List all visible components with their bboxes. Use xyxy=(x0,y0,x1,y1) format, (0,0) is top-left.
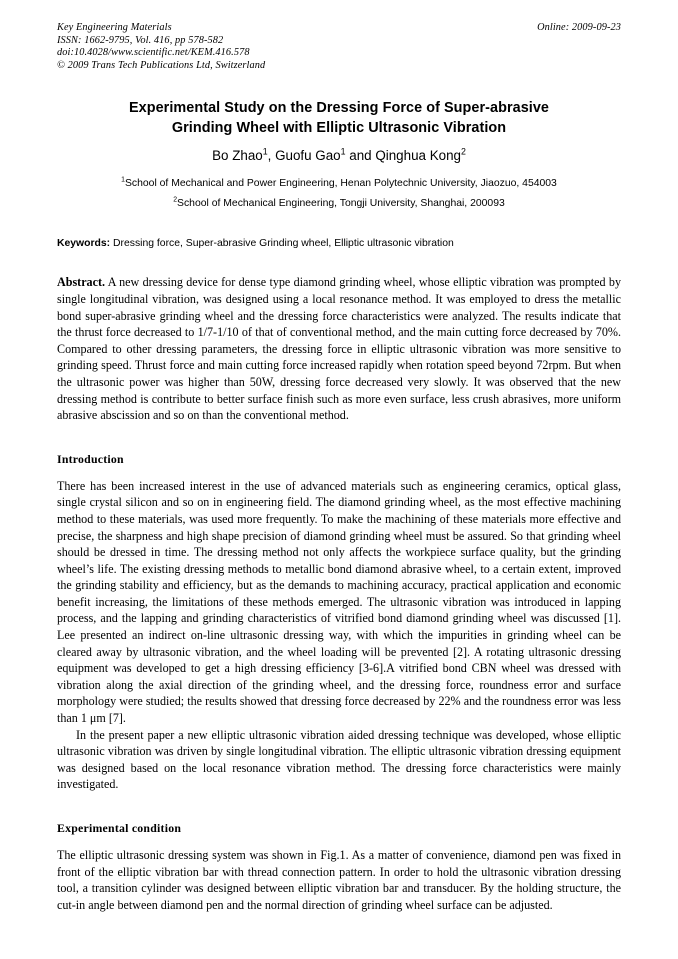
page-title-line-2: Grinding Wheel with Elliptic Ultrasonic Vibration xyxy=(171,119,507,136)
abstract-paragraph xyxy=(57,274,621,423)
page-title-line-1: Experimental Study on the Dressing Force of Super-abrasive xyxy=(128,100,549,117)
section-heading-introduction: Introduction xyxy=(57,451,124,466)
title-block xyxy=(57,99,621,213)
journal-doi-line: doi:10.4028/www.scientific.net/KEM.416.578 xyxy=(57,47,250,59)
author-separator-1: , xyxy=(267,148,276,164)
abstract-label: Abstract. xyxy=(57,275,106,290)
author-name-1: Bo Zhao xyxy=(212,148,263,164)
author-separator-2: and xyxy=(345,148,376,164)
affiliation-2 xyxy=(57,194,621,214)
experimental-condition-paragraph-1: The elliptic ultrasonic dressing system was shown in Fig.1. As a matter of convenience, diamond pen was fixed in front of the elliptic vibration bar with thread connection pattern. In order to hold the ultrasonic vibration dressing tool, a transition cylinder was designed between elliptic vibration bar and transducer. By the holding structure, the cut-in angle between diamond pen and the normal direction of grinding wheel surface can be adjusted. xyxy=(57,848,621,912)
abstract-text: A new dressing device for dense type diamond grinding wheel, whose elliptic vibration was prompted by single longitudinal vibration, was designed using a local resonance method. It was employed to dress the metallic bond super-abrasive grinding wheel and the dressing force characteristics were analyzed. The results indicate that the thrust force decreased to 1/7-1/10 of that of conventional method, and the main cutting force decreased by 70%. Compared to other dressing parameters, the dressing force in elliptic ultrasonic vibration was more sensitive to grinding speed. Thrust force and main cutting force increased rapidly when rotation speed beyond 72rpm. But when the ultrasonic power was higher than 50W, dressing force decreased very slowly. It was observed that the new dressing method is contribute to better surface finish such as more even surface, less crush abrasives, more uniform abrasive abscission and so on than the conventional method. xyxy=(57,275,621,423)
keywords-label: Keywords: xyxy=(57,238,111,250)
page-title xyxy=(57,99,621,138)
affiliation-marker-1: 1 xyxy=(121,176,125,184)
online-publication-date: Online: 2009-09-23 xyxy=(537,22,621,33)
affiliation-marker-2: 2 xyxy=(173,196,178,204)
introduction-paragraph-1: There has been increased interest in the use of advanced materials such as engineering ceramics, optical glass, single crystal silicon and so on in engineering field. The diamond grinding wheel, as the most effective machining method to these materials, was used more frequently. To make the machining of these materials more effective and precise, the sharpness and high shape precision of diamond grinding wheel must be assured. So that grinding wheel should be dressed in time. The dressing method not only affects the workpiece surface quality, but the grinding wheel’s life. The existing dressing methods to metallic bond diamond abrasive wheel, to a certain extent, improved the grinding stability and efficiency, but as the demands to machining accuracy, practical application and economic benefit increasing, the limitations of these methods emerged. The ultrasonic vibration was introduced in lapping process, and the lapping and grinding characteristics of vitrified bond diamond grinding wheel was discussed [1]. Lee presented an indirect on-line ultrasonic dressing way, with which the impurities in grinding wheel can be cleared away by ultrasonic vibration, and the wheel loading will be prevented [2]. A rotating ultrasonic dressing equipment was developed to get a high dressing efficiency [3-6].A vitrified bond CBN wheel was dressed with vibration along the axial direction of the grinding wheel, and the dressing force, roundness error and surface morphology were studied; the results showed that dressing force decreased by 22% and the roundness error was less than 1 μm [7]. xyxy=(57,478,621,726)
keywords-line xyxy=(57,237,621,251)
introduction-paragraph-2: In the present paper a new elliptic ultrasonic vibration aided dressing technique was developed, whose elliptic ultrasonic vibration was driven by single longitudinal vibration. The elliptic ultrasonic vibration dressing equipment was designed based on the local resonance vibration method. The dressing force characteristics were mainly investigated. xyxy=(57,727,621,792)
section-heading-experimental-condition: Experimental condition xyxy=(57,821,182,835)
journal-copyright-line: © 2009 Trans Tech Publications Ltd, Switzerland xyxy=(57,59,266,71)
author-affil-marker-1: 1 xyxy=(262,146,268,157)
author-name-3: Qinghua Kong xyxy=(375,148,461,164)
author-affil-marker-2: 1 xyxy=(340,146,346,157)
journal-issn-line: ISSN: 1662-9795, Vol. 416, pp 578-582 xyxy=(57,34,224,46)
affiliation-text-1: School of Mechanical and Power Engineering, Henan Polytechnic University, Jiaozuo, 454003 xyxy=(124,178,557,190)
affiliation-1 xyxy=(57,174,621,194)
author-affil-marker-3: 2 xyxy=(460,146,466,157)
affiliation-list xyxy=(57,174,621,213)
journal-name: Key Engineering Materials xyxy=(57,22,172,33)
author-name-2: Guofu Gao xyxy=(275,148,341,164)
journal-header xyxy=(57,22,621,72)
affiliation-text-2: School of Mechanical Engineering, Tongji University, Shanghai, 200093 xyxy=(177,197,505,209)
keywords-value: Dressing force, Super-abrasive Grinding wheel, Elliptic ultrasonic vibration xyxy=(110,238,454,250)
author-list xyxy=(57,147,621,164)
